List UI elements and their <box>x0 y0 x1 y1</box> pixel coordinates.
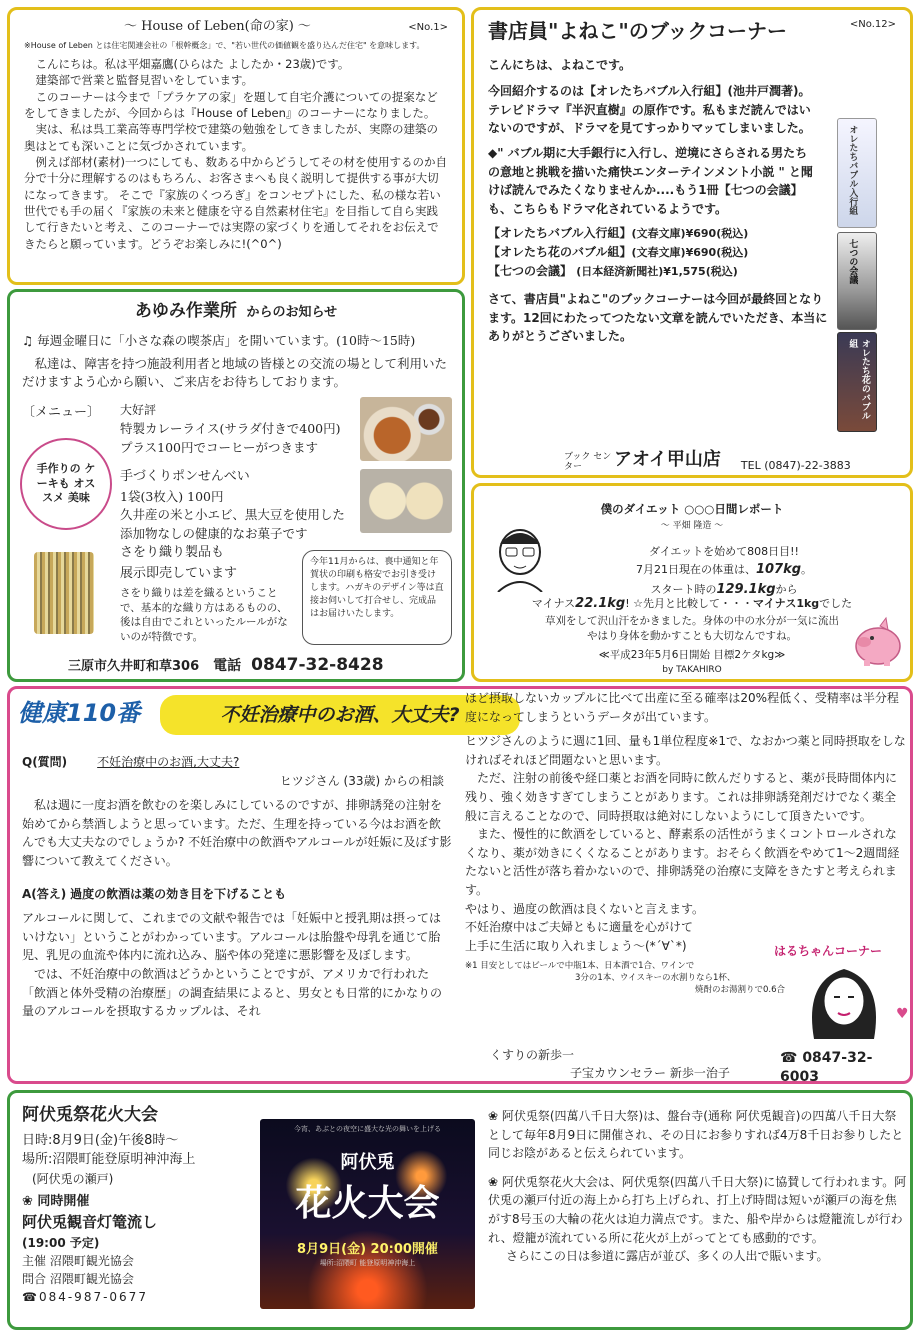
shop-small: ブック センター <box>564 452 612 472</box>
ayumi-panel <box>7 289 465 682</box>
book-cover: オレたち花のバブル組 <box>837 332 877 432</box>
cake-badge: 手作りの ケーキも オススメ 美味 <box>20 438 112 530</box>
fire-title: 阿伏兎祭花火大会 <box>22 1105 158 1125</box>
menu-item-text: 久井産の米と小エビ、黒大豆を使用した <box>120 507 345 522</box>
leben-number: <No.1> <box>408 22 448 33</box>
book-quote: ◆" バブル期に大手銀行に入行し、逆境にさらされる男たちの意地と挑戦を描いた痛快エンターテインメント小説 " と聞けば読んでみたくなりませんか....もう1冊【七つの会議】も、こちらもドラマ化されているようです。 <box>488 145 813 216</box>
menu-item-head: 手づくりポンせんべい <box>120 469 250 484</box>
book-number: <No.12> <box>849 19 896 30</box>
fire-contact: 問合 沼隈町観光協会 <box>22 1271 134 1286</box>
q-label: Q(質問) <box>22 755 68 769</box>
shop-name: アオイ甲山店 <box>614 449 721 470</box>
diet-title: 僕のダイエット ○○○日間レポート <box>600 502 784 516</box>
book-list-item: 【オレたちバブル入行組】(文春文庫)¥690(税込) <box>488 226 749 241</box>
ayumi-title: あゆみ作業所 <box>134 301 237 321</box>
menu-item-text: 添加物なしの健康的なお菓子です <box>120 526 308 541</box>
ayumi-title2: からのお知らせ <box>246 305 338 320</box>
curry-photo <box>360 397 452 461</box>
ayumi-tel: 0847-32-8428 <box>251 655 384 675</box>
menu-label: 〔メニュー〕 <box>22 405 101 420</box>
a-label: A(答え) <box>22 886 67 901</box>
answer-para: 上手に生活に取り入れましょう〜(*´∀`*) <box>465 938 687 953</box>
fire-desc: ❀ 阿伏兎祭花火大会は、阿伏兎祭(四萬八千日大祭)に協賛して行われます。阿伏兎の瀬戸付近の海上から打ち上げられ、打上げ時間は短いが瀬戸の海を焦がす8号玉の大輪の花火は迫力満点です。また、船や岸からは燈籠流しが行われ、燈籠が流れている所に花火が上がってとても感動的です。 <box>488 1174 907 1245</box>
woman-illustration <box>794 961 894 1039</box>
fire-desc: ❀ 阿伏兎祭(四萬八千日大祭)は、盤台寺(通称 阿伏兎観音)の四萬八千日大祭として毎年8月9日に開催され、その日にお参りすれば4万8千日お参りしたと同じお陰があると伝えられています。 <box>488 1109 904 1161</box>
book-cover: 七つの会議 <box>837 232 877 330</box>
diet-face-icon <box>490 522 550 592</box>
senbei-photo <box>360 469 452 533</box>
ayumi-body: 私達は、障害を持つ施設利用者と地域の皆様との交流の場として利用いただけますよう心から願い、ご来店をお待ちしております。 <box>22 355 448 390</box>
print-bubble: 今年11月からは、喪中通知と年賀状の印刷も格安でお引き受けします。ハガキのデザイン等は直接お伺いして打合せし、完成品はお届けいたします。 <box>302 550 452 645</box>
menu-item-head: さをり織り製品も <box>120 545 225 560</box>
diet-line: やはり身体を動かすことも大切なんですね。 <box>587 630 797 643</box>
fire-place2: (阿伏兎の瀬戸) <box>32 1171 114 1186</box>
leben-para: こんにちは。私は平畑嘉鷹(ひらはた よしたか・23歳)です。 <box>35 56 350 71</box>
diet-line: マイナス22.1kg! ☆先月と比較して・・・マイナス1kgでした <box>531 596 853 611</box>
answer-para: ただ、注射の前後や経口薬とお酒を同時に飲んだりすると、薬が長時間体内に残り、強く効きすぎてしまうことがあります。これは排卵誘発剤だけでなく薬全般に言えることなので、同時摂取は絶対にしないようにして頂きたいです。 <box>465 771 898 823</box>
scarf-photo <box>34 552 94 634</box>
book-closing: さて、書店員"よねこ"のブックコーナーは今回が最終回となります。12回にわたってつたない文章を読んでいただき、本当にありがとうございました。 <box>488 292 828 344</box>
q-body: 私は週に一度お酒を飲むのを楽しみにしているのですが、排卵誘発の注射を始めてから禁酒しようと思っています。ただ、生理を持っている今はお酒を飲んでも大丈夫なのでしょうか? 不妊治療中の飲酒やアルコールが妊娠に及ぼす影響について教えてください。 <box>22 798 452 868</box>
leben-panel <box>7 7 465 285</box>
diet-by: 〜 平畑 隆造 〜 <box>660 520 724 531</box>
leben-para: 例えば部材(素材)一つにしても、数ある中からどうしてその材を使用するのか自分で十分に理解するのはもちろん、お客さまへも良く説明して提供する事が大切になってきます。 そこで『家族のくつろぎ』をコンセプトにした、私の様な若い世代でも手の届く『家族の未来と健康を守る自然素材住宅』を目指して自ら実践して行きたいと考え、このコーナーでは実際の家づくりを通してそれをお伝えできたらと願っています。どうぞお楽しみに!(^0^) <box>24 154 447 251</box>
menu-item-head: 大好評 <box>120 403 157 417</box>
fire-sub-head: ❀ 同時開催 <box>22 1193 90 1209</box>
book-intro: 今回紹介するのは【オレたちバブル入行組】(池井戸潤著)。テレビドラマ『半沢直樹』の原作です。私もまだ読んではいないのですが、ドラマを見てすっかりマッてしまいました。 <box>488 84 811 136</box>
pig-icon <box>850 614 905 669</box>
diet-line: スタート時の129.1kgから <box>650 582 798 598</box>
leben-para: 建築部で営業と監督見習いをしています。 <box>35 73 254 88</box>
health-panel <box>7 686 913 1084</box>
leben-title: 〜 House of Leben(命の家) 〜 <box>124 19 311 34</box>
health-tel: ☎ 0847-32-6003 <box>780 1050 873 1084</box>
diet-line: 草刈をして沢山汗をかきました。身体の中の水分が一気に流出 <box>545 614 839 627</box>
health-headline: 不妊治療中のお酒、大丈夫? <box>160 695 520 735</box>
health-logo: 健康110番 <box>18 699 141 727</box>
diet-line: 7月21日現在の体重は、107kg。 <box>635 562 813 578</box>
book-list <box>488 224 828 280</box>
saori-text: さをり織りは差を織るということで、基本的な織り方はあるものの、後は自由でこれといったルールがないのが特徴です。 <box>120 587 288 644</box>
diet-line: ダイエットを始めて808日目!! <box>649 545 799 558</box>
leben-para: このコーナーは今まで「プラケアの家」を題して自宅介護についての提案などをしてきましたが、今回からは『House of Leben』のコーナーになりました。 <box>24 89 438 120</box>
menu-item-text: プラス100円でコーヒーがつきます <box>120 440 318 455</box>
book-title: 書店員"よねこ"のブックコーナー <box>488 19 788 43</box>
answer-para: ヒツジさんのように週に1回、量も1単位程度※1で、なおかつ薬と同時摂取をしなければそれほど問題ないと思います。 <box>465 734 906 767</box>
shop-tel: TEL (0847)-22-3883 <box>740 458 851 472</box>
fire-date: 日時:8月9日(金)午後8時〜 <box>22 1132 179 1148</box>
haru-corner-label: はるちゃんコーナー <box>774 944 883 958</box>
leben-note: ※House of Leben とは住宅関連会社の「根幹概念」で、"若い世代の価値観を盛り込んだ住宅" を意味します。 <box>24 40 425 50</box>
fire-place: 場所:沼隈町能登原明神沖海上 <box>22 1152 196 1167</box>
fire-desc: さらにこの日は参道に露店が並び、多くの人出で賑います。 <box>506 1249 829 1264</box>
ayumi-tel-label: 電話 <box>213 658 242 674</box>
book-list-item: 【オレたち花のバブル組】(文春文庫)¥690(税込) <box>488 244 749 259</box>
book-panel <box>471 7 913 478</box>
menu-item-text: 1袋(3枚入) 100円 <box>120 489 224 504</box>
a-body: アルコールに関して、これまでの文献や報告では「妊娠中と授乳期は摂ってはいけない」ということがわかっています。アルコールは胎盤や母乳を通じて胎児、乳児の血流や体内に流れ込み、脳や体の発達に悪影響を及ぼします。 <box>22 911 442 963</box>
fireworks-poster: 今宵、あぶとの夜空に盛大な光の舞いを上げる 阿伏兎 花火大会 8月9日(金) 20:00開催 場所:沼隈町 能登原明神沖海上 <box>260 1119 475 1309</box>
diet-panel <box>471 483 913 682</box>
leben-para: 実は、私は呉工業高等専門学校で建築の勉強をしてきましたが、実際の建築の奥はとても深いことに気づかされています。 <box>24 122 438 153</box>
fire-org: 主催 沼隈町観光協会 <box>22 1253 134 1268</box>
a-body: では、不妊治療中の飲酒はどうかということですが、アメリカで行われた「飲酒と体外受精の治療歴」の調査結果によると、男女とも日常的にかなりの量のアルコールを摂取するカップルは、それ <box>22 966 443 1019</box>
q-title: 不妊治療中のお酒,大丈夫? <box>97 755 240 769</box>
answer-para: ほど摂取しないカップルに比べて出産に至る確率は20%程低く、受精率は半分程度になってしまうというデータが出ています。 <box>465 691 899 724</box>
menu-item-text: 特製カレーライス(サラダ付きで400円) <box>120 421 341 436</box>
book-list-item: 【七つの会議】 (日本経済新聞社)¥1,575(税込) <box>488 263 738 278</box>
diet-line: by TAKAHIRO <box>662 664 722 675</box>
answer-para: 不妊治療中はご夫婦ともに適量を心がけて <box>465 920 694 935</box>
heart-icon: ♥ <box>896 1006 909 1022</box>
ayumi-address: 三原市久井町和草306 <box>68 659 200 674</box>
a-title: 過度の飲酒は薬の効き目を下げることも <box>70 886 287 901</box>
fireworks-panel <box>7 1090 913 1330</box>
footnote: ※1 目安としてはビールで中瓶1本、日本酒で1合、ワインで 3分の1本、ウイスキーの水割りなら1杯、 焼酎のお湯割りで0.6合 <box>465 961 786 996</box>
health-counselor: 子宝カウンセラー 新歩一治子 <box>570 1066 730 1080</box>
ayumi-cafe: ♫ 毎週金曜日に「小さな森の喫茶店」を開いています。(10時〜15時) <box>22 333 416 349</box>
diet-line: ≪平成23年5月6日開始 目標2ケタkg≫ <box>598 649 786 661</box>
book-greeting: こんにちは、よねこです。 <box>488 57 632 72</box>
answer-para: また、慢性的に飲酒をしていると、酵素系の活性がうまくコントロールされなくなり、薬が効きにくくなることがあります。おそらく飲酒をやめて1〜2週間経たないと活性が落ち着かないので、排卵誘発の治療に支障をきたすと考えられます。 <box>465 827 900 897</box>
answer-para: やはり、過度の飲酒は良くないと言えます。 <box>465 901 705 916</box>
health-shop: くすりの新歩一 <box>490 1048 575 1062</box>
fire-sub-title: 阿伏兎観音灯篭流し <box>22 1213 158 1231</box>
menu-item-head: 展示即売しています <box>120 566 238 581</box>
fire-sub-time: (19:00 予定) <box>22 1235 100 1250</box>
fire-tel: ☎084-987-0677 <box>22 1289 148 1304</box>
book-cover: オレたちバブル入行組 <box>837 118 877 228</box>
q-from: ヒツジさん (33歳) からの相談 <box>279 773 444 788</box>
